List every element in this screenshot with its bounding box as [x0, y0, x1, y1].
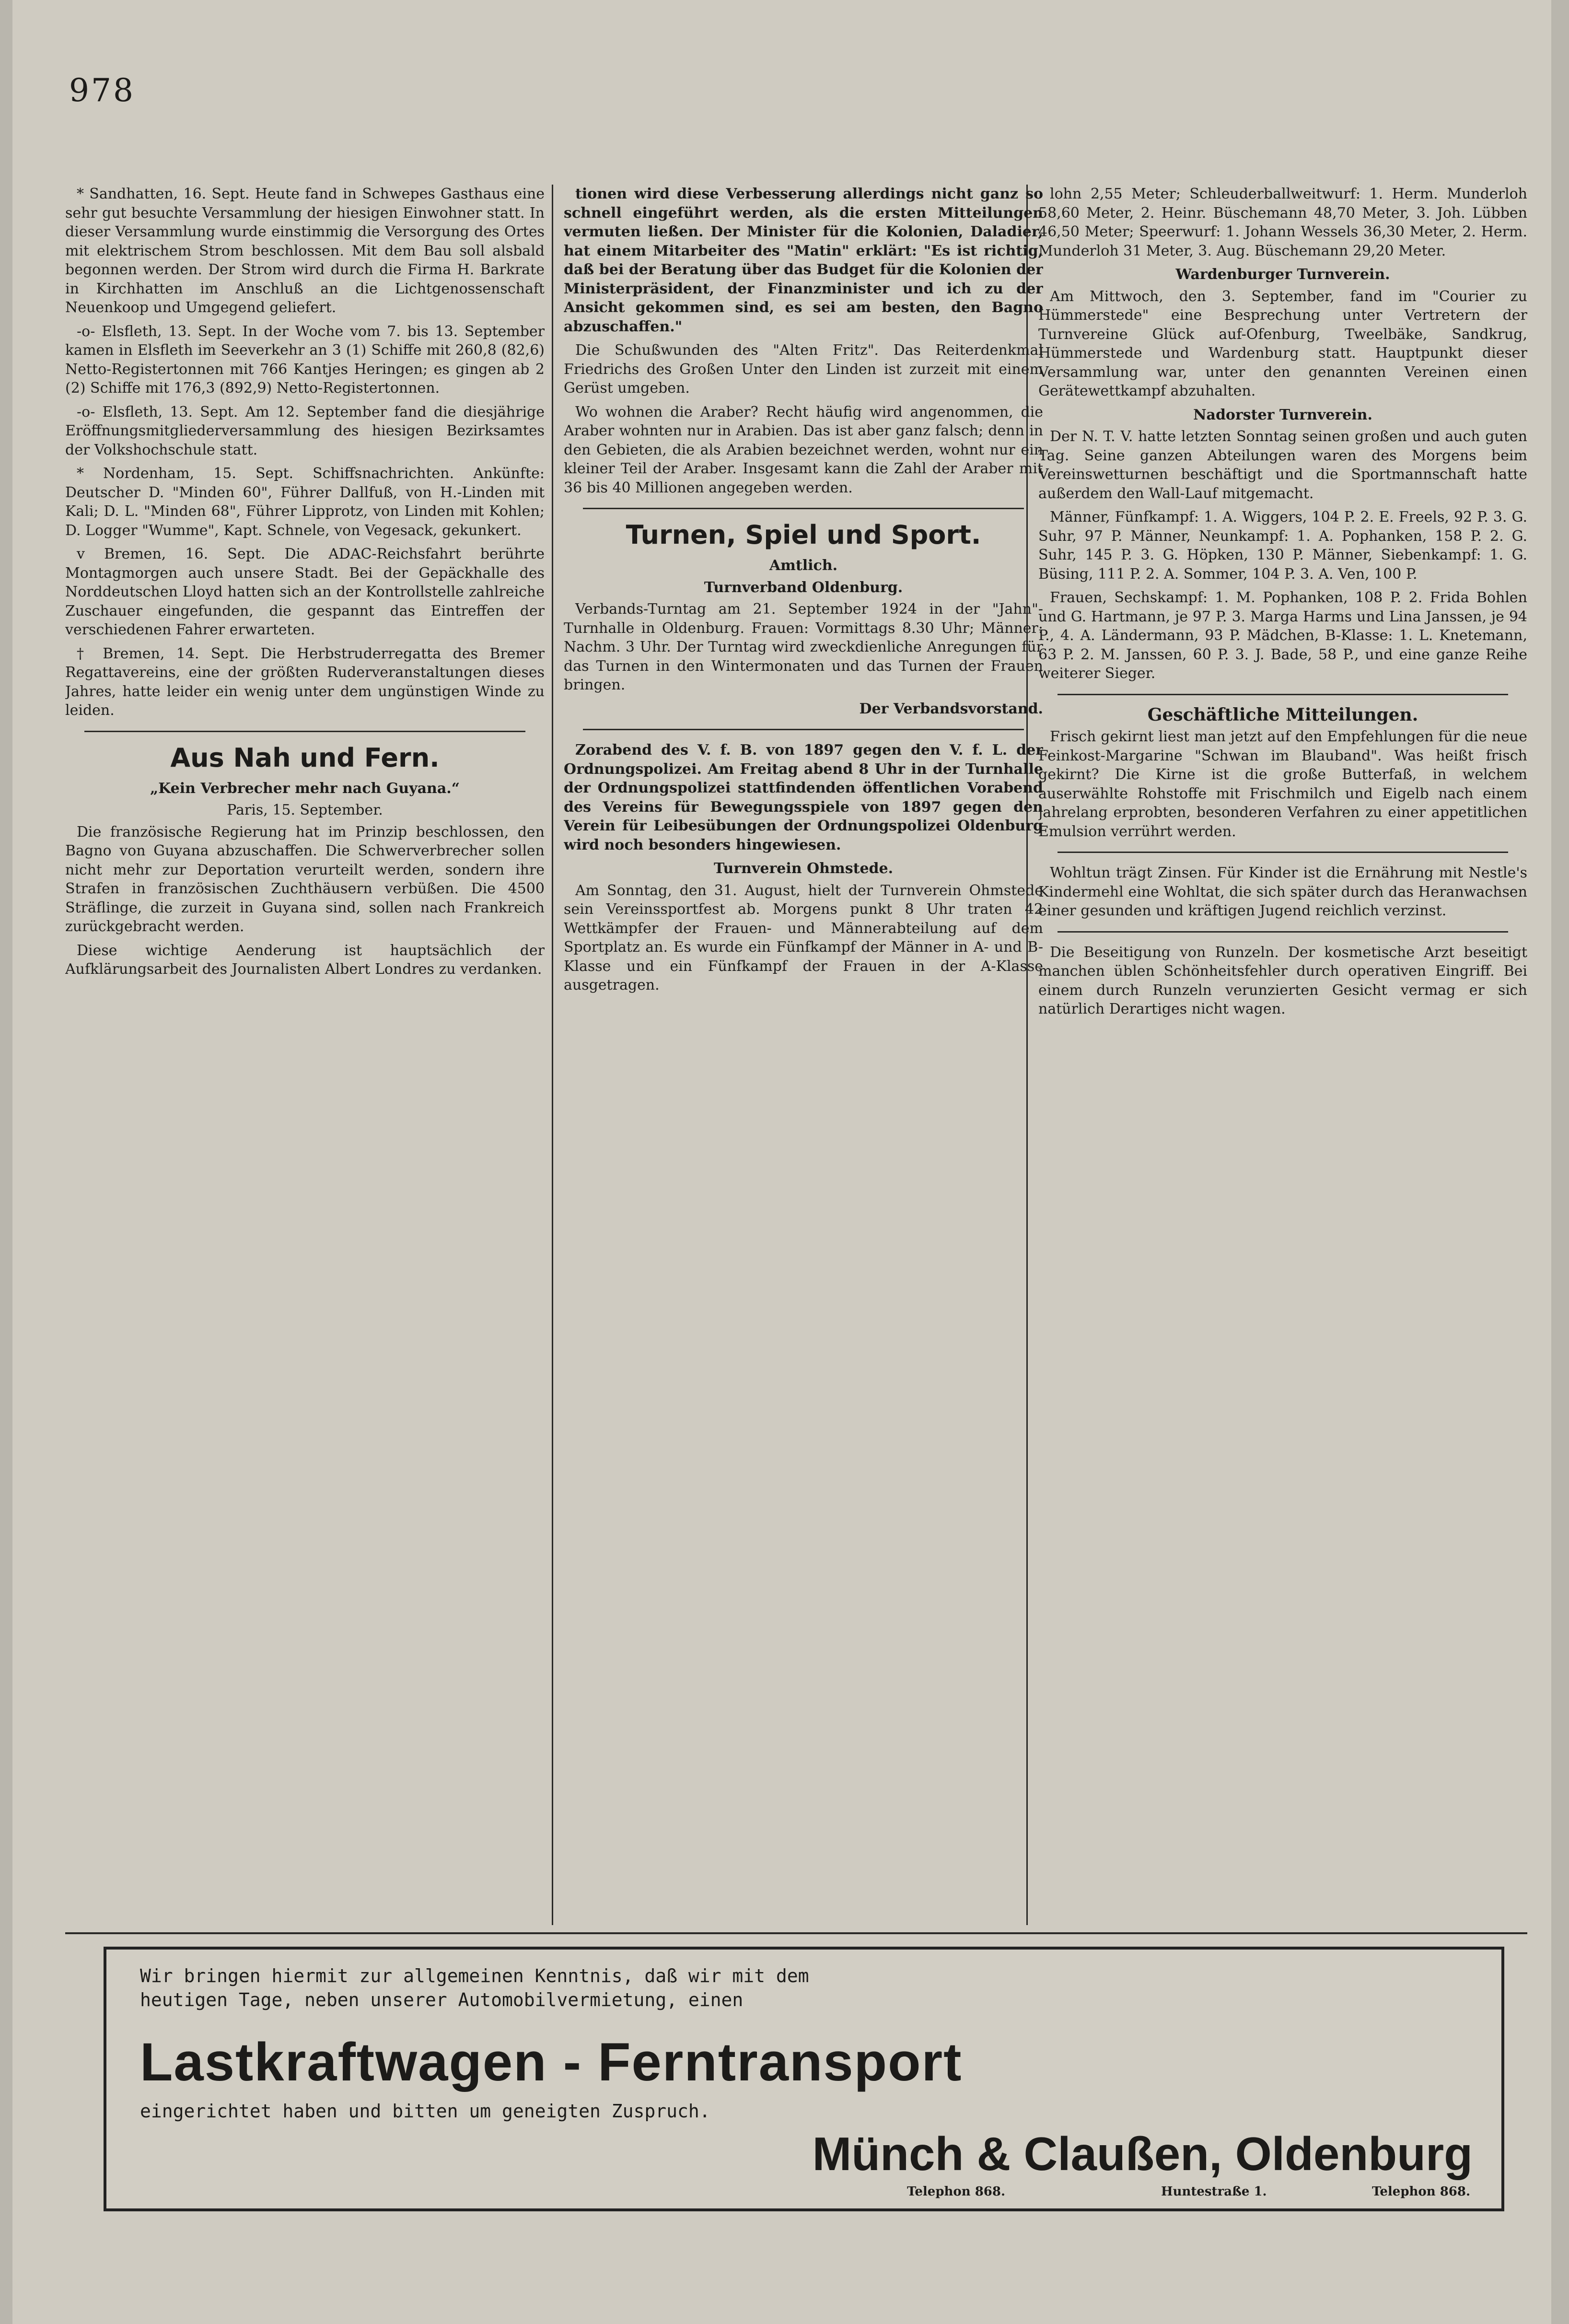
ad-telephon-right: Telephon 868.	[1372, 2184, 1471, 2199]
article-guyana-body-2: Diese wichtige Aenderung ist hauptsächlich der Aufklärungsarbeit des Journalisten Albert Londres zu verdanken.	[65, 942, 545, 978]
notice-runzeln: Die Beseitigung von Runzeln. Der kosmetische Arzt beseitigt manchen üblen Schönheitsfehler durch operativen Eingriff. Bei einem durch Runzeln verunzierten Gesicht vermag er sich natürlich Derartiges nicht wagen.	[1038, 944, 1527, 1017]
article-nadorst: Der N. T. V. hatte letzten Sonntag seinen großen und auch guten Tag. Seine ganzen Abteilungen waren des Morgens beim Vereinswetturnen beschäftigt und die Sportmannschaft hatte außerdem den Wall-Lauf mitgemacht.	[1038, 428, 1527, 502]
section-divider	[1058, 931, 1508, 933]
article-nordenham: * Nordenham, 15. Sept. Schiffsnachrichten. Ankünfte: Deutscher D. "Minden 60", Führer Dallfuß, von H.-Linden mit Kali; D. L. "Minden 68", Führer Lipprotz, von Linden mit Kohlen; D. Logger "Wumme", Kapt. Schnele, von Vegesack, gekunkert.	[65, 465, 545, 539]
ad-line-2: heutigen Tage, neben unserer Automobilvermietung, einen	[140, 1989, 744, 2010]
ad-firm-name: Münch & Claußen, Oldenburg	[812, 2127, 1473, 2180]
section-heading-aus-nah-und-fern: Aus Nah und Fern.	[170, 742, 440, 773]
advertisement-box	[104, 1947, 1504, 2211]
column-2	[564, 185, 1043, 1939]
dateline: Paris, 15. September.	[227, 802, 383, 818]
article-guyana-body: Die französische Regierung hat im Prinzip beschlossen, den Bagno von Guyana abzuschaffen. Die Schwerverbrecher sollen nicht mehr zur Deportation verurteilt werden, sondern ihre Strafen in französischen Zuchthäusern verbüßen. Die 4500 Sträflinge, die zurzeit in Guyana sind, sollen nach Frankreich zurückgebracht werden.	[65, 823, 545, 935]
section-divider	[1058, 694, 1508, 695]
article-elsfleth-volkshochschule: -o- Elsfleth, 13. Sept. Am 12. September fand die diesjährige Eröffnungsmitgliederversammlung des hiesigen Bezirksamtes der Volkshochschule statt.	[65, 403, 545, 458]
subheading-amtlich: Amtlich.	[769, 557, 838, 574]
column-1	[65, 185, 545, 1939]
ad-telephon-left: Telephon 868.	[907, 2184, 1006, 2199]
signature: Der Verbandsvorstand.	[859, 700, 1043, 717]
article-araber: Wo wohnen die Araber? Recht häufig wird angenommen, die Araber wohnten nur in Arabien. Das ist aber ganz falsch; denn in den Gebieten, die als Arabien bezeichnet werden, wohnt nur ein kleiner Teil der Araber. Insgesamt kann die Zahl der Araber mit 36 bis 40 Millionen angegeben werden.	[564, 403, 1043, 496]
section-heading-sport: Turnen, Spiel und Sport.	[626, 520, 981, 550]
article-verbandsturntag: Verbands-Turntag am 21. September 1924 in der "Jahn"-Turnhalle in Oldenburg. Frauen: Vormittags 8.30 Uhr; Männer: Nachm. 3 Uhr. Der Turntag wird zweckdienliche Anregungen für das Turnen in den Wintermonaten und das Turnen der Frauen bringen.	[564, 601, 1043, 693]
notice-nestle: Wohltun trägt Zinsen. Für Kinder ist die Ernährung mit Nestle's Kindermehl eine Wohltat, die sich später durch das Heranwachsen einer gesunden und kräftigen Jugend reichlich verzinst.	[1038, 864, 1527, 919]
article-guyana-continued: tionen wird diese Verbesserung allerdings nicht ganz so schnell eingeführt werden, als die ersten Mitteilungen vermuten ließen. Der Minister für die Kolonien, Daladier, hat einem Mitarbeiter des "Matin" erklärt: "Es ist richtig, daß bei der Beratung über das Budget für die Kolonien der Ministerpräsident, der Finanzminister und ich zu der Ansicht gekommen sind, es sei am besten, den Bagno abzuschaffen."	[564, 186, 1043, 335]
results-nadorst-men: Männer, Fünfkampf: 1. A. Wiggers, 104 P. 2. E. Freels, 92 P. 3. G. Suhr, 97 P. Männer, Neunkampf: 1. A. Pophanken, 158 P. 2. G. Suhr, 145 P. 3. G. Höpken, 130 P. Männer, Siebenkampf: 1. G. Büsing, 111 P. 2. A. Sommer, 104 P. 3. A. Ven, 100 P.	[1038, 509, 1527, 583]
article-bremen-regatta: † Bremen, 14. Sept. Die Herbstruderregatta des Bremer Regattavereins, eine der größten Ruderveranstaltungen dieses Jahres, hatte leider ein wenig unter dem ungünstigen Winde zu leiden.	[65, 645, 545, 719]
results-ohmstede: lohn 2,55 Meter; Schleuderballweitwurf: 1. Herm. Munderloh 58,60 Meter, 2. Heinr. Büschemann 48,70 Meter, 3. Joh. Lübben 46,50 Meter; Speerwurf: 1. Johann Wessels 36,30 Meter, 2. Herm. Munderloh 31 Meter, 3. Aug. Büschemann 29,20 Meter.	[1038, 186, 1527, 259]
article-sandhatten: * Sandhatten, 16. Sept. Heute fand in Schwepes Gasthaus eine sehr gut besuchte Versammlung der hiesigen Einwohner statt. In dieser Versammlung wurde einstimmig die Versorgung des Ortes mit elektrischem Strom beschlossen. Mit dem Bau soll alsbald begonnen werden. Der Strom wird durch die Firma H. Barkrate in Kirchhatten im Anschluß an die Lichtgenossenschaft Neuenkoop und Umgegend geliefert.	[65, 186, 545, 316]
column-3	[1038, 185, 1527, 1939]
ad-line-1: Wir bringen hiermit zur allgemeinen Kenntnis, daß wir mit dem	[140, 1965, 809, 1986]
section-divider	[583, 729, 1024, 730]
section-heading-geschaeftliche: Geschäftliche Mitteilungen.	[1147, 704, 1418, 725]
subheading-wardenburg: Wardenburger Turnverein.	[1175, 266, 1390, 283]
ad-headline: Lastkraftwagen - Ferntransport	[140, 2032, 963, 2092]
ad-intro-text	[140, 1964, 809, 2012]
article-bremen-adac: v Bremen, 16. Sept. Die ADAC-Reichsfahrt berührte Montagmorgen auch unsere Stadt. Bei der Gepäckhalle des Norddeutschen Lloyd hatten sich an der Kontrollstelle zahlreiche Zuschauer eingefunden, die gespannt das Eintreffen der verschiedenen Fahrer erwarteten.	[65, 546, 545, 638]
article-elsfleth-shipping: -o- Elsfleth, 13. Sept. In der Woche vom 7. bis 13. September kamen in Elsfleth im Seeverkehr an 3 (1) Schiffe mit 260,8 (82,6) Netto-Registertonnen mit 766 Kantjes Heringen; es gingen ab 2 (2) Schiffe mit 176,3 (892,9) Netto-Registertonnen.	[65, 323, 545, 397]
results-nadorst-women: Frauen, Sechskampf: 1. M. Pophanken, 108 P. 2. Frida Bohlen und G. Hartmann, je 97 P. 3. Marga Harms und Lina Janssen, je 94 P., 4. A. Ländermann, 93 P. Mädchen, B-Klasse: 1. L. Knetemann, 63 P. 2. M. Janssen, 60 P. 3. J. Bade, 58 P., und eine ganze Reihe weiterer Sieger.	[1038, 589, 1527, 682]
article-ohmstede: Am Sonntag, den 31. August, hielt der Turnverein Ohmstede sein Vereinssportfest ab. Morgens punkt 8 Uhr traten 42 Wettkämpfer der Frauen- und Männerabteilung auf dem Sportplatz an. Es wurde ein Fünfkampf der Männer in A- und B-Klasse und ein Fünfkampf der Frauen in der A-Klasse ausgetragen.	[564, 882, 1043, 993]
article-headline-guyana: „Kein Verbrecher mehr nach Guyana.“	[150, 780, 460, 797]
subheading-ohmstede: Turnverein Ohmstede.	[713, 860, 894, 877]
page-number: 978	[69, 72, 135, 109]
section-divider	[583, 508, 1024, 509]
subheading-turnverband: Turnverband Oldenburg.	[704, 579, 903, 596]
section-divider	[84, 731, 525, 732]
section-divider	[1058, 852, 1508, 853]
ad-line-3: eingerichtet haben und bitten um geneigten Zuspruch.	[140, 2101, 710, 2122]
subheading-nadorst: Nadorster Turnverein.	[1193, 406, 1372, 423]
article-alter-fritz: Die Schußwunden des "Alten Fritz". Das Reiterdenkmal Friedrichs des Großen Unter den Linden ist zurzeit mit einem Gerüst umgeben.	[564, 342, 1043, 397]
ad-street: Huntestraße 1.	[1161, 2184, 1267, 2199]
newspaper-page	[12, 0, 1551, 2324]
notice-vorabend: Zorabend des V. f. B. von 1897 gegen den V. f. L. der Ordnungspolizei. Am Freitag abend 8 Uhr in der Turnhalle der Ordnungspolizei stattfindenden öffentlichen Vorabend des Vereins für Bewegungsspiele von 1897 gegen den Verein für Leibesübungen der Ordnungspolizei Oldenburg wird noch besonders hingewiesen.	[564, 742, 1043, 853]
column-divider-left	[552, 185, 553, 1925]
article-wardenburg: Am Mittwoch, den 3. September, fand im "Courier zu Hümmerstede" eine Besprechung unter Vertretern der Turnvereine Glück auf-Ofenburg, Tweelbäke, Sandkrug, Hümmerstede und Wardenburg statt. Hauptpunkt dieser Versammlung war, unter den genannten Vereinen einen Gerätewettkampf abzuhalten.	[1038, 288, 1527, 399]
notice-margarine: Frisch gekirnt liest man jetzt auf den Empfehlungen für die neue Feinkost-Margarine "Schwan im Blauband". Was heißt frisch gekirnt? Die Kirne ist die große Butterfaß, in welchem auserwählte Rohstoffe mit Frischmilch und Eigelb nach einem jahrelang erprobten, besonderen Verfahren zu einer appetitlichen Emulsion verrührt werden.	[1038, 728, 1527, 840]
ad-top-rule	[65, 1932, 1527, 1934]
